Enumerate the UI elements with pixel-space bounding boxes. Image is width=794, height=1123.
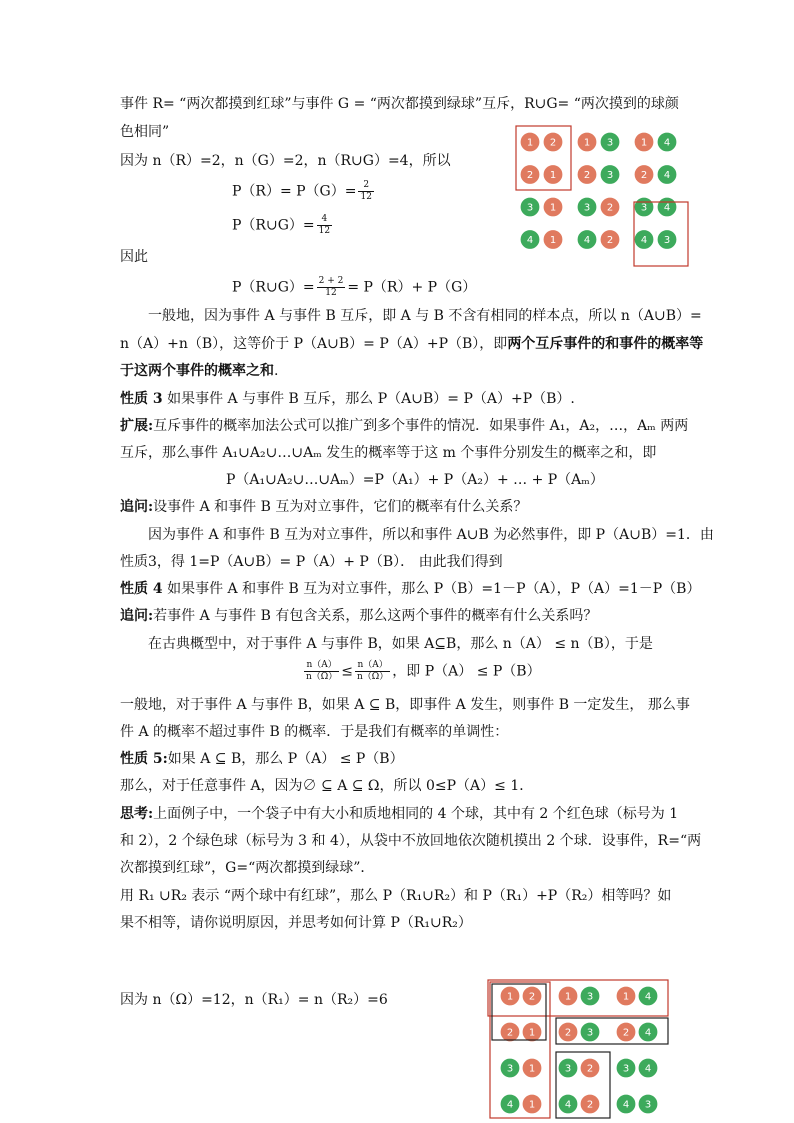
line-1: 事件 R= “两次都摸到红球”与事件 G = “两次都摸到绿球”互斥，R∪G= “两次摸到的球颜 (120, 96, 679, 112)
eq-sum: P（R∪G）= $\frac{2 + 2}{12}$ = P（R）+ P（G） (232, 276, 477, 298)
ball-label: 2 (606, 202, 614, 214)
ball-label: 3 (606, 137, 614, 149)
ball-label: 1 (506, 991, 514, 1003)
ball-label: 1 (622, 991, 630, 1003)
event-r2-box (490, 982, 550, 1118)
question-2: 追问:若事件 A 与事件 B 有包含关系，那么这两个事件的概率有什么关系吗？ (120, 608, 598, 624)
sample-space-diagram-2 (486, 976, 672, 1122)
ball-label: 4 (564, 1099, 572, 1111)
ball-label: 2 (528, 991, 536, 1003)
line-2: 色相同” (120, 124, 170, 140)
ball-label: 2 (640, 170, 648, 181)
line-23: 件 A 的概率不超过事件 B 的概率．于是我们有概率的单调性： (120, 724, 509, 740)
eq-pr: P（R）= P（G）= $\frac{2}{12}$ (232, 180, 372, 202)
think: 思考:上面例子中，一个袋子中有大小和质地相同的 4 个球，其中有 2 个红色球（标号为 1 (120, 806, 679, 822)
ball-label: 2 (506, 1027, 514, 1039)
ball-label: 4 (663, 202, 671, 214)
ball-label: 4 (506, 1099, 514, 1111)
line-therefore: 因此 (120, 249, 148, 265)
ball-label: 4 (644, 991, 652, 1003)
line-30: 果不相等，请你说明原因，并思考如何计算 P（R₁∪R₂） (120, 915, 472, 931)
line-31: 因为 n（Ω）=12，n（R₁）= n（R₂）=6 (120, 992, 388, 1008)
ball-label: 2 (586, 1099, 594, 1111)
ball-label: 3 (583, 202, 591, 214)
eq-monotonic: $\frac{n(A)}{n(\Omega)}$ ≤ $\frac{n(A)}{n(\Omega)}$ ，即 P（A） ≤ P（B） (306, 660, 541, 682)
ball-label: 1 (528, 1027, 536, 1039)
line-20: 在古典概型中，对于事件 A 与事件 B，如果 A⊆B，那么 n（A） ≤ n（B），于是 (148, 636, 653, 652)
ball-label: 3 (622, 1063, 630, 1075)
ball-label: 2 (564, 1027, 572, 1039)
property-5: 性质 5:如果 A ⊆ B，那么 P（A） ≤ P（B） (120, 751, 404, 767)
ball-label: 2 (586, 1063, 594, 1075)
ball-label: 3 (606, 170, 614, 181)
ball-label: 3 (644, 1099, 652, 1111)
ball-label: 2 (622, 1027, 630, 1039)
ball-label: 1 (583, 137, 591, 149)
ball-label: 4 (583, 235, 591, 246)
ball-label: 2 (583, 170, 591, 181)
ball-label: 1 (528, 1099, 536, 1111)
line-13: 互斥，那么事件 A₁∪A₂∪…∪Aₘ 发生的概率等于这 m 个事件分别发生的概率之和，即 (120, 445, 657, 461)
line-28: 次都摸到红球”，G=“两次都摸到绿球”． (120, 860, 375, 876)
ball-label: 3 (506, 1063, 514, 1075)
ball-label: 4 (640, 235, 648, 246)
property-4: 性质 4 如果事件 A 和事件 B 互为对立事件，那么 P（B）=1－P（A），P（A）=1－P（B） (120, 581, 701, 597)
ball-label: 2 (526, 170, 534, 181)
ball-label: 3 (586, 1027, 594, 1039)
ball-label: 4 (644, 1063, 652, 1075)
ball-label: 4 (663, 170, 671, 181)
extension: 扩展:互斥事件的概率加法公式可以推广到多个事件的情况．如果事件 A₁，A₂，…，Aₘ 两两 (120, 418, 689, 434)
line-29: 用 R₁ ∪R₂ 表示 “两个球中有红球”，那么 P（R₁∪R₂）和 P（R₁）+P（R₂）相等吗？如 (120, 888, 672, 904)
ball-label: 1 (526, 137, 534, 149)
eq-general-sum: P（A₁∪A₂∪…∪Aₘ）=P（A₁）+ P（A₂）+ … + P（Aₘ） (226, 472, 604, 488)
ball-label: 1 (549, 235, 557, 246)
property-3: 性质 3 如果事件 A 与事件 B 互斥，那么 P（A∪B）= P（A）+P（B）. (120, 391, 575, 407)
line-10: 于这两个事件的概率之和. (120, 363, 279, 379)
sample-space-diagram-1 (512, 120, 694, 272)
line-27: 和 2），2 个绿色球（标号为 3 和 4），从袋中不放回地依次随机摸出 2 个球．设事件，R=“两 (120, 833, 702, 849)
line-3: 因为 n（R）=2，n（G）=2，n（R∪G）=4，所以 (120, 153, 451, 169)
line-16: 因为事件 A 和事件 B 互为对立事件，所以和事件 A∪B 为必然事件，即 P（A∪B）=1．由 (148, 527, 714, 543)
ball-label: 4 (663, 137, 671, 149)
ball-label: 2 (549, 137, 557, 149)
ball-label: 4 (644, 1027, 652, 1039)
ball-label: 3 (640, 202, 648, 214)
eq-prg: P（R∪G）= $\frac{4}{12}$ (232, 214, 331, 236)
line-17: 性质3，得 1=P（A∪B）= P（A）+ P（B）． 由此我们得到 (120, 554, 503, 570)
ball-label: 3 (663, 235, 671, 246)
ball-label: 3 (586, 991, 594, 1003)
question-1: 追问:设事件 A 和事件 B 互为对立事件，它们的概率有什么关系？ (120, 499, 528, 515)
line-8: 一般地，因为事件 A 与事件 B 互斥，即 A 与 B 不含有相同的样本点，所以 n（A∪B）= (148, 308, 702, 324)
ball-label: 1 (549, 170, 557, 181)
ball-label: 1 (564, 991, 572, 1003)
ball-label: 1 (640, 137, 648, 149)
ball-label: 4 (622, 1099, 630, 1111)
ball-label: 4 (526, 235, 534, 246)
ball-label: 1 (549, 202, 557, 214)
ball-label: 3 (526, 202, 534, 214)
ball-label: 2 (606, 235, 614, 246)
ball-label: 3 (564, 1063, 572, 1075)
ball-label: 1 (528, 1063, 536, 1075)
line-25: 那么，对于任意事件 A，因为∅ ⊆ A ⊆ Ω，所以 0≤P（A）≤ 1． (120, 778, 534, 794)
line-9: n（A）+n（B），这等价于 P（A∪B）= P（A）+P（B），即两个互斥事件的和事件的概率等 (120, 336, 704, 352)
line-22: 一般地，对于事件 A 与事件 B，如果 A ⊆ B，即事件 A 发生，则事件 B 一定发生， 那么事 (120, 697, 690, 713)
